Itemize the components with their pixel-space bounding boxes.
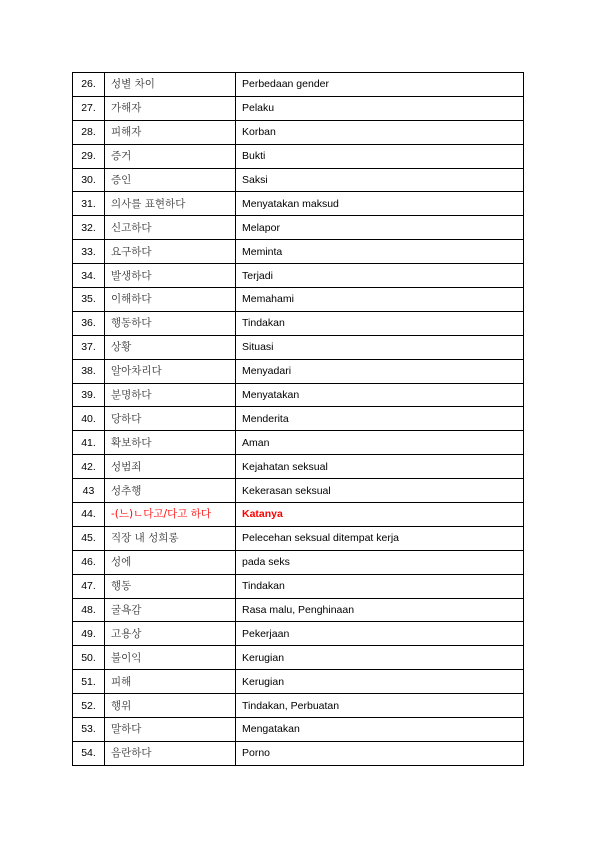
korean-term: 가해자 [105, 96, 236, 120]
table-row [73, 670, 524, 694]
korean-term: 의사를 표현하다 [105, 192, 236, 216]
row-number: 42. [73, 455, 105, 479]
indonesian-translation: Meminta [236, 240, 524, 264]
indonesian-translation: Tindakan [236, 574, 524, 598]
indonesian-translation: Pelecehan seksual ditempat kerja [236, 526, 524, 550]
row-number: 33. [73, 240, 105, 264]
table-row [73, 144, 524, 168]
row-number: 43 [73, 479, 105, 503]
table-row [73, 383, 524, 407]
korean-term: 행위 [105, 694, 236, 718]
indonesian-translation: Saksi [236, 168, 524, 192]
row-number: 49. [73, 622, 105, 646]
table-row [73, 407, 524, 431]
korean-term: -(느)ㄴ다고/다고 하다 [105, 503, 236, 527]
row-number: 48. [73, 598, 105, 622]
row-number: 32. [73, 216, 105, 240]
korean-term: 요구하다 [105, 240, 236, 264]
row-number: 53. [73, 718, 105, 742]
indonesian-translation: Menyadari [236, 359, 524, 383]
indonesian-translation: Korban [236, 120, 524, 144]
indonesian-translation: Menderita [236, 407, 524, 431]
table-row [73, 598, 524, 622]
table-row [73, 526, 524, 550]
row-number: 39. [73, 383, 105, 407]
table-row [73, 574, 524, 598]
indonesian-translation: Menyatakan maksud [236, 192, 524, 216]
row-number: 35. [73, 288, 105, 312]
row-number: 27. [73, 96, 105, 120]
indonesian-translation: Menyatakan [236, 383, 524, 407]
row-number: 36. [73, 311, 105, 335]
row-number: 26. [73, 73, 105, 97]
table-row [73, 694, 524, 718]
korean-term: 성별 차이 [105, 73, 236, 97]
table-row [73, 288, 524, 312]
korean-term: 고용상 [105, 622, 236, 646]
vocabulary-table-body [73, 73, 524, 766]
korean-term: 직장 내 성희롱 [105, 526, 236, 550]
row-number: 30. [73, 168, 105, 192]
row-number: 50. [73, 646, 105, 670]
table-row [73, 550, 524, 574]
table-row [73, 431, 524, 455]
indonesian-translation: Tindakan, Perbuatan [236, 694, 524, 718]
table-row [73, 359, 524, 383]
indonesian-translation: Perbedaan gender [236, 73, 524, 97]
indonesian-translation: Pelaku [236, 96, 524, 120]
korean-term: 발생하다 [105, 264, 236, 288]
indonesian-translation: Kerugian [236, 670, 524, 694]
korean-term: 신고하다 [105, 216, 236, 240]
korean-term: 성추행 [105, 479, 236, 503]
table-row [73, 264, 524, 288]
row-number: 38. [73, 359, 105, 383]
row-number: 31. [73, 192, 105, 216]
indonesian-translation: Pekerjaan [236, 622, 524, 646]
table-row [73, 622, 524, 646]
korean-term: 말하다 [105, 718, 236, 742]
korean-term: 불이익 [105, 646, 236, 670]
row-number: 41. [73, 431, 105, 455]
korean-term: 행동 [105, 574, 236, 598]
korean-term: 확보하다 [105, 431, 236, 455]
table-row [73, 479, 524, 503]
table-row [73, 311, 524, 335]
vocabulary-table [72, 72, 524, 766]
row-number: 46. [73, 550, 105, 574]
korean-term: 증거 [105, 144, 236, 168]
table-row [73, 192, 524, 216]
row-number: 51. [73, 670, 105, 694]
indonesian-translation: Memahami [236, 288, 524, 312]
row-number: 37. [73, 335, 105, 359]
korean-term: 성범죄 [105, 455, 236, 479]
table-row [73, 455, 524, 479]
korean-term: 알아차리다 [105, 359, 236, 383]
korean-term: 행동하다 [105, 311, 236, 335]
korean-term: 피해 [105, 670, 236, 694]
table-row [73, 96, 524, 120]
table-row [73, 741, 524, 765]
indonesian-translation: Kekerasan seksual [236, 479, 524, 503]
row-number: 45. [73, 526, 105, 550]
table-row [73, 120, 524, 144]
row-number: 29. [73, 144, 105, 168]
indonesian-translation: Aman [236, 431, 524, 455]
korean-term: 증인 [105, 168, 236, 192]
indonesian-translation: Kerugian [236, 646, 524, 670]
korean-term: 이해하다 [105, 288, 236, 312]
table-row [73, 240, 524, 264]
row-number: 54. [73, 741, 105, 765]
indonesian-translation: Porno [236, 741, 524, 765]
table-row [73, 216, 524, 240]
row-number: 44. [73, 503, 105, 527]
row-number: 47. [73, 574, 105, 598]
indonesian-translation: pada seks [236, 550, 524, 574]
table-row [73, 335, 524, 359]
table-row [73, 503, 524, 527]
row-number: 28. [73, 120, 105, 144]
indonesian-translation: Situasi [236, 335, 524, 359]
indonesian-translation: Terjadi [236, 264, 524, 288]
korean-term: 당하다 [105, 407, 236, 431]
indonesian-translation: Rasa malu, Penghinaan [236, 598, 524, 622]
indonesian-translation: Tindakan [236, 311, 524, 335]
row-number: 52. [73, 694, 105, 718]
korean-term: 음란하다 [105, 741, 236, 765]
table-row [73, 73, 524, 97]
indonesian-translation: Bukti [236, 144, 524, 168]
row-number: 40. [73, 407, 105, 431]
table-row [73, 646, 524, 670]
korean-term: 상황 [105, 335, 236, 359]
table-row [73, 168, 524, 192]
indonesian-translation: Melapor [236, 216, 524, 240]
indonesian-translation: Mengatakan [236, 718, 524, 742]
korean-term: 굴욕감 [105, 598, 236, 622]
row-number: 34. [73, 264, 105, 288]
indonesian-translation: Katanya [236, 503, 524, 527]
korean-term: 피해자 [105, 120, 236, 144]
korean-term: 성에 [105, 550, 236, 574]
korean-term: 분명하다 [105, 383, 236, 407]
indonesian-translation: Kejahatan seksual [236, 455, 524, 479]
table-row [73, 718, 524, 742]
